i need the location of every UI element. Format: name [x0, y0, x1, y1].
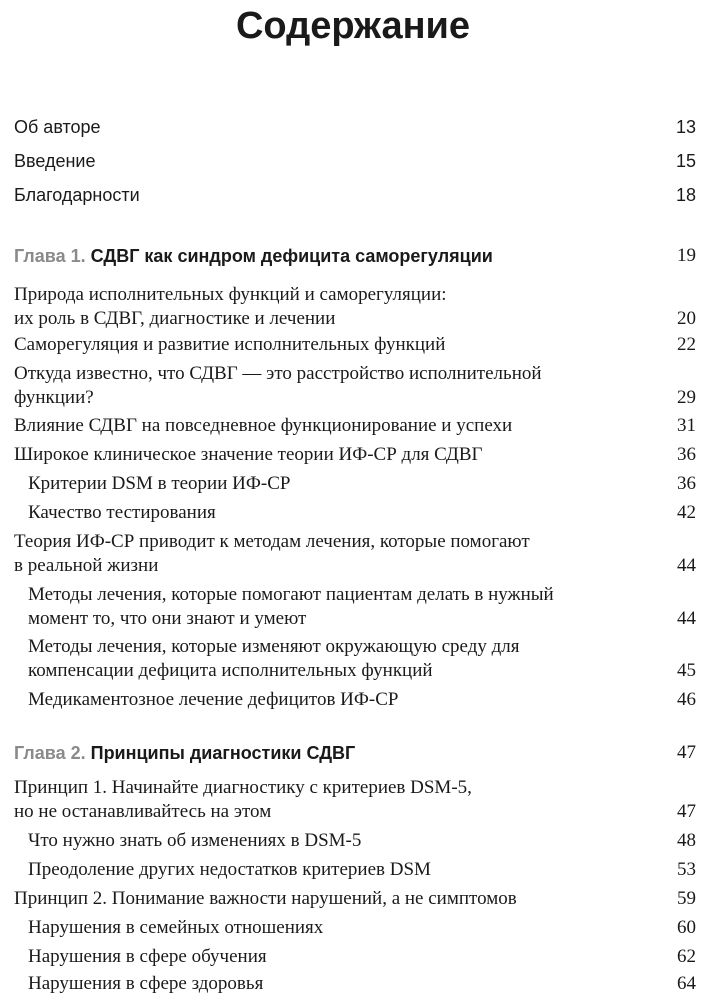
toc-entry-page: 45 [677, 660, 696, 681]
toc-entry-label: Медикаментозное лечение дефицитов ИФ-СР [28, 689, 399, 710]
toc-entry-label: Методы лечения, которые помогают пациентам делать в нужный момент то, что они знают и умеют [28, 584, 554, 629]
toc-subentry[interactable] [14, 583, 696, 631]
toc-entry-page: 42 [677, 502, 696, 523]
toc-entry-label: Принцип 1. Начинайте диагностику с критериев DSM-5, но не останавливайтесь на этом [14, 777, 472, 822]
toc-subentry[interactable] [14, 972, 696, 996]
toc-entry-label: Широкое клиническое значение теории ИФ-СР для СДВГ [14, 444, 483, 465]
toc-entry[interactable] [14, 887, 696, 911]
toc-entry-label: Откуда известно, что СДВГ — это расстройство исполнительной функции? [14, 363, 542, 408]
toc-entry-page: 44 [677, 555, 696, 576]
toc-entry-label: Влияние СДВГ на повседневное функционирование и успехи [14, 415, 513, 436]
toc-entry[interactable] [14, 530, 696, 578]
toc-chapter-2[interactable] [14, 741, 696, 765]
toc-entry-label: Методы лечения, которые изменяют окружающую среду для компенсации дефицита исполнительных функций [28, 636, 520, 681]
chapter-number: Глава 1. [14, 246, 86, 266]
toc-subentry[interactable] [14, 945, 696, 969]
toc-subentry[interactable] [14, 688, 696, 712]
toc-entry-page: 47 [677, 742, 696, 763]
toc-entry-label: Введение [14, 151, 96, 171]
toc-subentry[interactable] [14, 916, 696, 940]
toc-entry-label: Качество тестирования [28, 502, 216, 523]
toc-entry-page: 36 [677, 473, 696, 494]
toc-entry-page: 64 [677, 973, 696, 994]
chapter-title: Принципы диагностики СДВГ [90, 743, 356, 763]
toc-entry-label: Саморегуляция и развитие исполнительных функций [14, 334, 446, 355]
toc-entry-label: Благодарности [14, 185, 140, 205]
toc-entry-page: 31 [677, 415, 696, 436]
toc-subentry[interactable] [14, 829, 696, 853]
toc-entry-acknowledgements[interactable] [14, 183, 696, 207]
toc-entry-label: Принцип 2. Понимание важности нарушений, а не симптомов [14, 888, 517, 909]
toc-chapter-1[interactable] [14, 244, 696, 268]
toc-entry-page: 15 [675, 151, 696, 171]
toc-entry-label: Преодоление других недостатков критериев DSM [28, 859, 431, 880]
toc-entry-page: 36 [677, 444, 696, 465]
toc-entry[interactable] [14, 283, 696, 331]
toc-entry-page: 29 [677, 387, 696, 408]
toc-entry-page: 60 [677, 917, 696, 938]
toc-entry-page: 20 [677, 308, 696, 329]
toc-subentry[interactable] [14, 635, 696, 683]
chapter-number: Глава 2. [14, 743, 86, 763]
toc-entry[interactable] [14, 333, 696, 357]
toc-entry-page: 47 [677, 801, 696, 822]
chapter-title: СДВГ как синдром дефицита саморегуляции [90, 246, 493, 266]
toc-entry-label: Нарушения в семейных отношениях [28, 917, 324, 938]
toc-entry-page: 46 [677, 689, 696, 710]
toc-entry-label: Критерии DSM в теории ИФ-СР [28, 473, 291, 494]
toc-entry[interactable] [14, 776, 696, 824]
toc-entry-page: 59 [677, 888, 696, 909]
toc-entry[interactable] [14, 443, 696, 467]
toc-entry-about-author[interactable] [14, 115, 696, 139]
toc-entry[interactable] [14, 362, 696, 410]
toc-subentry[interactable] [14, 501, 696, 525]
toc-entry-label: Природа исполнительных функций и саморегуляции: их роль в СДВГ, диагностике и лечении [14, 284, 447, 329]
toc-entry[interactable] [14, 414, 696, 438]
toc-entry-page: 19 [677, 245, 696, 266]
chapter-heading [14, 244, 677, 268]
toc-entry-page: 22 [677, 334, 696, 355]
toc-entry-page: 18 [675, 185, 696, 205]
toc-entry-label: Об авторе [14, 117, 101, 137]
toc-entry-introduction[interactable] [14, 149, 696, 173]
toc-entry-label: Теория ИФ-СР приводит к методам лечения, которые помогают в реальной жизни [14, 531, 530, 576]
page-title: Содержание [235, 5, 471, 47]
chapter-heading [14, 741, 677, 765]
toc-entry-label: Что нужно знать об изменениях в DSM-5 [28, 830, 362, 851]
toc-entry-page: 13 [675, 117, 696, 137]
toc-subentry[interactable] [14, 858, 696, 882]
toc-entry-label: Нарушения в сфере здоровья [28, 973, 264, 994]
toc-entry-page: 48 [677, 830, 696, 851]
toc-entry-page: 44 [677, 608, 696, 629]
toc-subentry[interactable] [14, 472, 696, 496]
toc-entry-label: Нарушения в сфере обучения [28, 946, 267, 967]
toc-entry-page: 62 [677, 946, 696, 967]
toc-entry-page: 53 [677, 859, 696, 880]
